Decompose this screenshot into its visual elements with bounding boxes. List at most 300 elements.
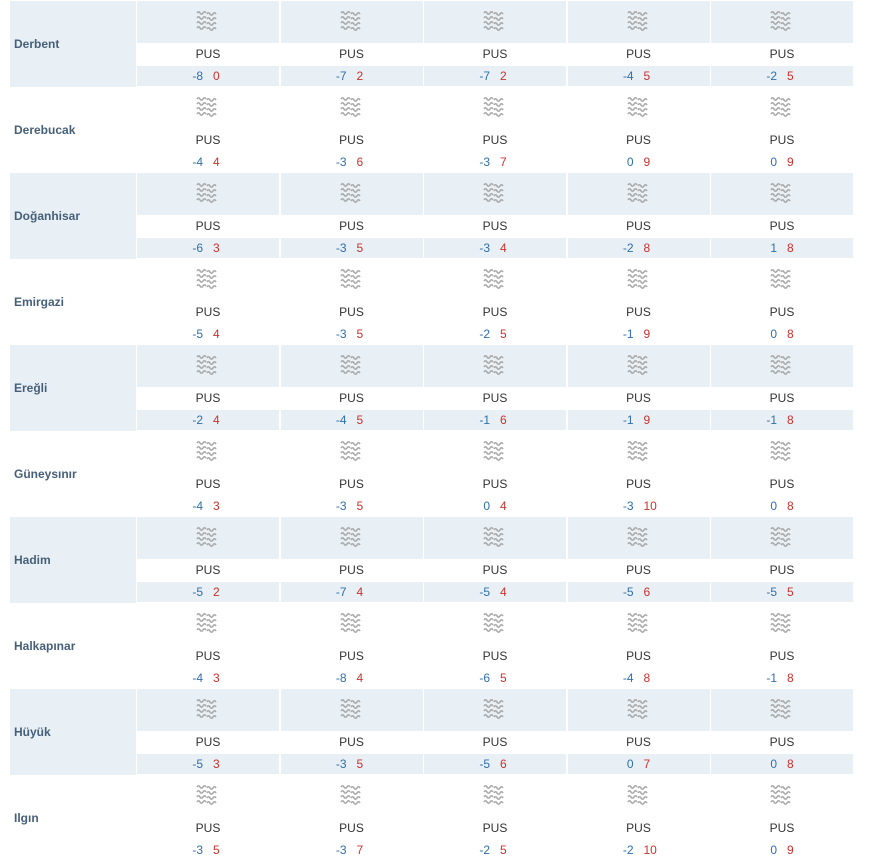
condition-label: PUS <box>195 305 221 319</box>
fog-icon <box>626 354 650 378</box>
temperature-range <box>281 840 423 860</box>
forecast-day-cell <box>711 1 853 87</box>
max-temperature: 9 <box>643 413 651 427</box>
city-name[interactable]: Güneysınır <box>14 467 77 481</box>
forecast-day-cell <box>424 517 566 603</box>
fog-icon <box>195 526 219 550</box>
forecast-day-cell <box>568 1 710 87</box>
temperature-range <box>424 754 566 774</box>
condition-label: PUS <box>626 821 651 835</box>
temperature-range <box>568 582 710 602</box>
fog-icon <box>482 526 506 550</box>
condition-label: PUS <box>339 735 364 749</box>
icon-zone <box>424 689 566 731</box>
condition-label: PUS <box>339 133 364 147</box>
forecast-day-cell <box>281 1 423 87</box>
forecast-day-cell <box>711 775 853 861</box>
temperature-range <box>711 754 853 774</box>
min-temperature: -4 <box>335 413 347 427</box>
max-temperature: 10 <box>643 499 657 513</box>
condition-label: PUS <box>769 477 795 491</box>
max-temperature: 5 <box>213 843 220 857</box>
temperature-range <box>568 152 710 172</box>
min-temperature: -8 <box>192 69 203 83</box>
icon-zone <box>711 87 853 129</box>
min-temperature: -6 <box>192 241 203 255</box>
fog-icon <box>626 268 650 292</box>
temperature-range <box>424 238 566 258</box>
min-temperature: -5 <box>766 585 777 599</box>
forecast-day-cell <box>137 517 279 603</box>
max-temperature: 9 <box>787 155 794 169</box>
max-temperature: 4 <box>500 585 507 599</box>
max-temperature: 9 <box>787 843 794 857</box>
condition-label: PUS <box>626 391 651 405</box>
max-temperature: 4 <box>500 241 507 255</box>
forecast-day-cell <box>281 431 423 517</box>
temperature-range <box>568 668 710 688</box>
condition-label: PUS <box>339 563 364 577</box>
temperature-range <box>281 238 423 258</box>
condition-label: PUS <box>195 47 221 61</box>
forecast-day-cell <box>568 517 710 603</box>
fog-icon <box>482 440 506 464</box>
min-temperature: 1 <box>770 241 777 255</box>
city-name[interactable]: Derbent <box>10 1 136 87</box>
icon-zone <box>137 1 279 43</box>
min-temperature: 0 <box>770 327 777 341</box>
max-temperature: 7 <box>643 757 651 771</box>
min-temperature: 0 <box>626 155 634 169</box>
temperature-range <box>137 152 279 172</box>
fog-icon <box>482 10 506 34</box>
table-row <box>10 517 855 603</box>
min-temperature: -2 <box>622 843 634 857</box>
min-temperature: -1 <box>766 671 777 685</box>
fog-icon <box>195 10 219 34</box>
condition-label: PUS <box>769 219 795 233</box>
min-temperature: -4 <box>192 671 203 685</box>
max-temperature: 5 <box>500 843 507 857</box>
condition-label: PUS <box>339 47 364 61</box>
icon-zone <box>281 1 423 43</box>
icon-zone <box>281 775 423 817</box>
min-temperature: 0 <box>483 499 490 513</box>
table-row <box>10 345 855 431</box>
condition-label: PUS <box>195 735 221 749</box>
icon-zone <box>711 517 853 559</box>
icon-zone <box>568 603 710 645</box>
max-temperature: 8 <box>787 499 794 513</box>
max-temperature: 5 <box>356 499 364 513</box>
max-temperature: 5 <box>643 69 651 83</box>
table-row <box>10 689 855 775</box>
max-temperature: 5 <box>356 757 364 771</box>
fog-icon <box>482 698 506 722</box>
icon-zone <box>424 1 566 43</box>
fog-icon <box>339 526 363 550</box>
max-temperature: 5 <box>787 585 794 599</box>
min-temperature: -3 <box>335 843 347 857</box>
fog-icon <box>339 96 363 120</box>
condition-label: PUS <box>482 477 508 491</box>
forecast-day-cell <box>281 775 423 861</box>
city-name[interactable]: Derebucak <box>14 123 76 137</box>
city-name[interactable]: Ilgın <box>14 811 39 825</box>
forecast-day-cell <box>424 259 566 345</box>
icon-zone <box>281 259 423 301</box>
icon-zone <box>281 345 423 387</box>
fog-icon <box>195 268 219 292</box>
min-temperature: -3 <box>335 757 347 771</box>
city-name[interactable]: Doğanhisar <box>10 173 136 259</box>
min-temperature: -7 <box>335 69 347 83</box>
city-name[interactable]: Emirgazi <box>14 295 65 309</box>
city-name[interactable]: Ereğli <box>10 345 136 431</box>
max-temperature: 4 <box>213 413 220 427</box>
fog-icon <box>195 440 219 464</box>
fog-icon <box>769 182 793 206</box>
min-temperature: -2 <box>479 327 490 341</box>
fog-icon <box>482 182 506 206</box>
temperature-range <box>711 410 853 430</box>
forecast-day-cell <box>281 87 423 173</box>
min-temperature: -6 <box>479 671 490 685</box>
fog-icon <box>769 96 793 120</box>
fog-icon <box>626 182 650 206</box>
condition-label: PUS <box>195 133 221 147</box>
icon-zone <box>137 689 279 731</box>
max-temperature: 5 <box>500 327 507 341</box>
condition-label: PUS <box>482 391 508 405</box>
max-temperature: 9 <box>643 155 651 169</box>
forecast-day-cell <box>424 689 566 775</box>
icon-zone <box>711 775 853 817</box>
icon-zone <box>281 431 423 473</box>
condition-label: PUS <box>482 47 508 61</box>
fog-icon <box>339 612 363 636</box>
fog-icon <box>339 784 363 808</box>
temperature-range <box>281 410 423 430</box>
forecast-day-cell <box>568 87 710 173</box>
condition-label: PUS <box>339 821 364 835</box>
min-temperature: -2 <box>622 241 634 255</box>
condition-label: PUS <box>339 477 364 491</box>
forecast-day-cell <box>281 259 423 345</box>
icon-zone <box>568 259 710 301</box>
condition-label: PUS <box>626 219 651 233</box>
forecast-day-cell <box>568 259 710 345</box>
condition-label: PUS <box>482 649 508 663</box>
min-temperature: -8 <box>335 671 347 685</box>
max-temperature: 8 <box>787 241 794 255</box>
max-temperature: 8 <box>643 241 651 255</box>
city-name[interactable]: Hüyük <box>10 689 136 775</box>
forecast-day-cell <box>137 1 279 87</box>
icon-zone <box>568 173 710 215</box>
condition-label: PUS <box>482 563 508 577</box>
fog-icon <box>195 182 219 206</box>
condition-label: PUS <box>195 821 221 835</box>
min-temperature: -3 <box>622 499 634 513</box>
min-temperature: -5 <box>622 585 634 599</box>
max-temperature: 8 <box>787 757 794 771</box>
forecast-day-cell <box>568 689 710 775</box>
fog-icon <box>769 440 793 464</box>
fog-icon <box>626 526 650 550</box>
forecast-day-cell <box>711 345 853 431</box>
fog-icon <box>339 698 363 722</box>
icon-zone <box>711 259 853 301</box>
icon-zone <box>424 431 566 473</box>
icon-zone <box>424 603 566 645</box>
fog-icon <box>769 784 793 808</box>
icon-zone <box>711 1 853 43</box>
max-temperature: 3 <box>213 757 220 771</box>
max-temperature: 5 <box>356 327 364 341</box>
table-row <box>10 1 855 87</box>
fog-icon <box>339 268 363 292</box>
table-row <box>10 775 855 861</box>
table-row <box>10 603 855 689</box>
min-temperature: -4 <box>192 155 203 169</box>
min-temperature: -1 <box>622 413 634 427</box>
forecast-day-cell <box>281 517 423 603</box>
temperature-range <box>711 152 853 172</box>
max-temperature: 9 <box>643 327 651 341</box>
min-temperature: -1 <box>622 327 634 341</box>
min-temperature: -3 <box>192 843 203 857</box>
min-temperature: -3 <box>335 499 347 513</box>
fog-icon <box>482 784 506 808</box>
temperature-range <box>568 238 710 258</box>
temperature-range <box>568 754 710 774</box>
forecast-day-cell <box>281 173 423 259</box>
forecast-day-cell <box>424 431 566 517</box>
min-temperature: -3 <box>335 155 347 169</box>
temperature-range <box>137 840 279 860</box>
forecast-day-cell <box>137 345 279 431</box>
condition-label: PUS <box>769 133 795 147</box>
temperature-range <box>137 238 279 258</box>
min-temperature: -5 <box>479 585 490 599</box>
table-row <box>10 173 855 259</box>
condition-label: PUS <box>626 477 651 491</box>
max-temperature: 7 <box>356 843 364 857</box>
icon-zone <box>568 1 710 43</box>
max-temperature: 8 <box>787 413 794 427</box>
max-temperature: 0 <box>213 69 220 83</box>
max-temperature: 5 <box>356 413 364 427</box>
fog-icon <box>769 612 793 636</box>
forecast-day-cell <box>424 603 566 689</box>
fog-icon <box>339 354 363 378</box>
condition-label: PUS <box>626 133 651 147</box>
fog-icon <box>195 96 219 120</box>
icon-zone <box>568 689 710 731</box>
fog-icon <box>769 698 793 722</box>
temperature-range <box>137 668 279 688</box>
condition-label: PUS <box>195 219 221 233</box>
max-temperature: 4 <box>356 671 364 685</box>
max-temperature: 4 <box>213 327 220 341</box>
temperature-range <box>424 668 566 688</box>
icon-zone <box>137 431 279 473</box>
icon-zone <box>711 431 853 473</box>
fog-icon <box>626 698 650 722</box>
forecast-day-cell <box>711 87 853 173</box>
temperature-range <box>281 754 423 774</box>
fog-icon <box>339 440 363 464</box>
max-temperature: 5 <box>787 69 794 83</box>
max-temperature: 6 <box>356 155 364 169</box>
min-temperature: 0 <box>770 155 777 169</box>
temperature-range <box>137 410 279 430</box>
icon-zone <box>424 775 566 817</box>
min-temperature: -1 <box>479 413 490 427</box>
max-temperature: 2 <box>500 69 507 83</box>
condition-label: PUS <box>195 477 221 491</box>
temperature-range <box>568 410 710 430</box>
forecast-day-cell <box>424 173 566 259</box>
fog-icon <box>339 182 363 206</box>
forecast-day-cell <box>424 87 566 173</box>
temperature-range <box>711 496 853 516</box>
condition-label: PUS <box>339 649 364 663</box>
temperature-range <box>424 840 566 860</box>
fog-icon <box>769 354 793 378</box>
icon-zone <box>711 173 853 215</box>
min-temperature: 0 <box>770 843 777 857</box>
max-temperature: 7 <box>500 155 507 169</box>
condition-label: PUS <box>769 821 795 835</box>
forecast-day-cell <box>568 173 710 259</box>
min-temperature: -1 <box>766 413 777 427</box>
max-temperature: 2 <box>356 69 364 83</box>
min-temperature: -7 <box>479 69 490 83</box>
temperature-range <box>711 582 853 602</box>
forecast-day-cell <box>424 1 566 87</box>
forecast-day-cell <box>281 689 423 775</box>
min-temperature: 0 <box>626 757 634 771</box>
forecast-day-cell <box>711 173 853 259</box>
forecast-day-cell <box>568 431 710 517</box>
icon-zone <box>711 689 853 731</box>
temperature-range <box>137 496 279 516</box>
max-temperature: 3 <box>213 241 220 255</box>
forecast-day-cell <box>568 775 710 861</box>
temperature-range <box>424 496 566 516</box>
icon-zone <box>137 87 279 129</box>
icon-zone <box>281 173 423 215</box>
icon-zone <box>137 173 279 215</box>
city-name[interactable]: Hadim <box>10 517 136 603</box>
temperature-range <box>568 840 710 860</box>
icon-zone <box>137 517 279 559</box>
icon-zone <box>424 345 566 387</box>
forecast-day-cell <box>137 259 279 345</box>
min-temperature: -4 <box>622 69 634 83</box>
temperature-range <box>711 238 853 258</box>
city-name[interactable]: Halkapınar <box>14 639 76 653</box>
min-temperature: -5 <box>192 585 203 599</box>
min-temperature: -2 <box>192 413 203 427</box>
icon-zone <box>424 173 566 215</box>
temperature-range <box>568 496 710 516</box>
temperature-range <box>568 324 710 344</box>
icon-zone <box>281 517 423 559</box>
forecast-day-cell <box>281 345 423 431</box>
max-temperature: 8 <box>787 327 794 341</box>
min-temperature: -2 <box>766 69 777 83</box>
max-temperature: 5 <box>356 241 364 255</box>
max-temperature: 10 <box>643 843 657 857</box>
max-temperature: 4 <box>500 499 507 513</box>
temperature-range <box>137 582 279 602</box>
condition-label: PUS <box>626 563 651 577</box>
temperature-range <box>281 496 423 516</box>
condition-label: PUS <box>626 735 651 749</box>
temperature-range <box>281 152 423 172</box>
forecast-day-cell <box>137 603 279 689</box>
temperature-range <box>424 152 566 172</box>
max-temperature: 8 <box>787 671 794 685</box>
table-row <box>10 87 855 173</box>
max-temperature: 8 <box>643 671 651 685</box>
fog-icon <box>769 10 793 34</box>
max-temperature: 6 <box>500 413 507 427</box>
icon-zone <box>137 259 279 301</box>
max-temperature: 3 <box>213 499 220 513</box>
fog-icon <box>626 10 650 34</box>
icon-zone <box>568 431 710 473</box>
condition-label: PUS <box>482 133 508 147</box>
condition-label: PUS <box>626 305 651 319</box>
forecast-day-cell <box>137 431 279 517</box>
icon-zone <box>281 689 423 731</box>
max-temperature: 4 <box>213 155 220 169</box>
icon-zone <box>424 517 566 559</box>
forecast-day-cell <box>424 775 566 861</box>
temperature-range <box>281 668 423 688</box>
condition-label: PUS <box>339 305 364 319</box>
temperature-range <box>711 668 853 688</box>
icon-zone <box>711 603 853 645</box>
icon-zone <box>568 775 710 817</box>
forecast-day-cell <box>281 603 423 689</box>
min-temperature: -4 <box>192 499 203 513</box>
icon-zone <box>568 87 710 129</box>
temperature-range <box>424 410 566 430</box>
condition-label: PUS <box>339 391 364 405</box>
icon-zone <box>137 345 279 387</box>
condition-label: PUS <box>626 649 651 663</box>
condition-label: PUS <box>482 305 508 319</box>
condition-label: PUS <box>769 735 795 749</box>
fog-icon <box>626 612 650 636</box>
icon-zone <box>281 603 423 645</box>
temperature-range <box>281 582 423 602</box>
forecast-day-cell <box>711 603 853 689</box>
fog-icon <box>626 96 650 120</box>
icon-zone <box>281 87 423 129</box>
temperature-range <box>424 582 566 602</box>
forecast-day-cell <box>137 689 279 775</box>
temperature-range <box>711 840 853 860</box>
condition-label: PUS <box>195 563 221 577</box>
min-temperature: -3 <box>335 327 347 341</box>
condition-label: PUS <box>769 563 795 577</box>
